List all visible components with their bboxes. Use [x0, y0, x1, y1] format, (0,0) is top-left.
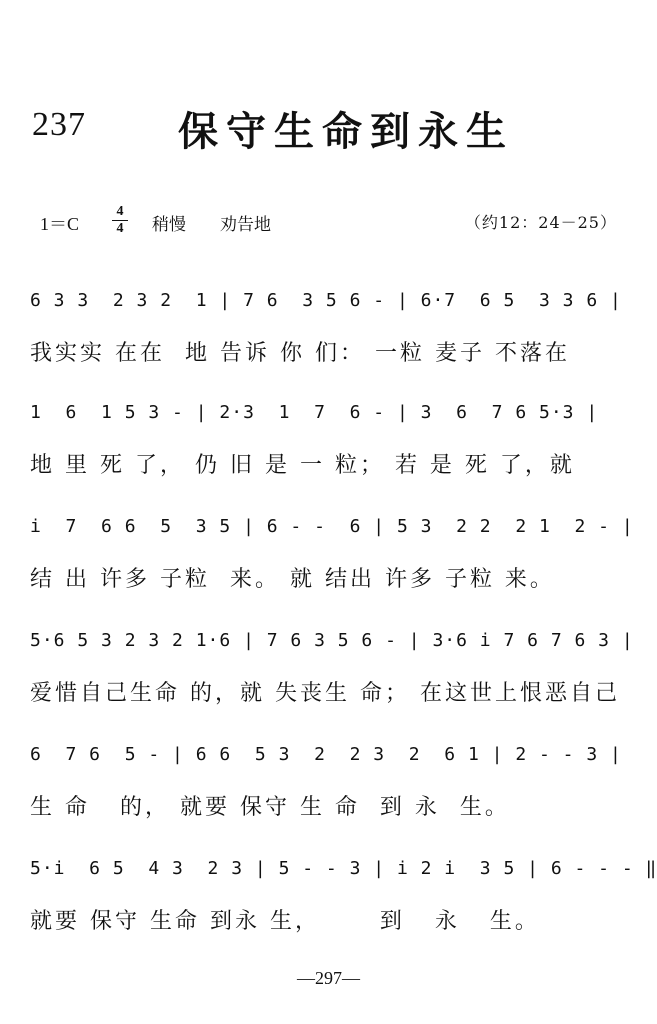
notation-line-6: 5·i 6 5 4 3 2 3 | 5 - - 3 | i 2 i 3 5 | 6 - - - ‖ [30, 858, 657, 879]
lyric-line-2: 地 里 死 了， 仍 旧 是 一 粒； 若 是 死 了，就 [30, 453, 575, 478]
notation-line-2: 1 6 1 5 3 - | 2·3 1 7 6 - | 3 6 7 6 5·3 | [30, 402, 599, 423]
hymn-number: 237 [32, 106, 86, 143]
lyric-line-4: 爱惜自己生命 的，就 失丧生 命； 在这世上恨恶自己 [30, 681, 620, 706]
time-signature-top: 4 [112, 204, 128, 221]
page-number: —297— [297, 968, 360, 988]
key-signature: 1＝C [40, 214, 80, 234]
notation-line-4: 5·6 5 3 2 3 2 1·6 | 7 6 3 5 6 - | 3·6 i 7 6 7 6 3 | [30, 630, 634, 651]
lyric-line-3: 结 出 许多 子粒 来。 就 结出 许多 子粒 来。 [30, 567, 555, 592]
tempo-marking: 稍慢 [152, 215, 186, 235]
scripture-reference: （约12：24－25） [464, 213, 617, 232]
hymn-title: 保守生命到永生 [178, 108, 514, 155]
time-signature [112, 204, 128, 237]
lyric-line-6: 就要 保守 生命 到永 生， 到 永 生。 [30, 909, 540, 934]
lyric-line-1: 我实实 在在 地 告诉 你 们： 一粒 麦子 不落在 [30, 341, 570, 366]
notation-line-3: i 7 6 6 5 3 5 | 6 - - 6 | 5 3 2 2 2 1 2 - | [30, 516, 634, 537]
lyric-line-5: 生 命 的， 就要 保守 生 命 到 永 生。 [30, 795, 510, 820]
notation-line-1: 6 3 3 2 3 2 1 | 7 6 3 5 6 - | 6·7 6 5 3 3 6 | [30, 290, 622, 311]
time-signature-bottom: 4 [116, 221, 124, 236]
notation-line-5: 6 7 6 5 - | 6 6 5 3 2 2 3 2 6 1 | 2 - - 3 | [30, 744, 622, 765]
expression-marking: 劝告地 [220, 215, 271, 235]
